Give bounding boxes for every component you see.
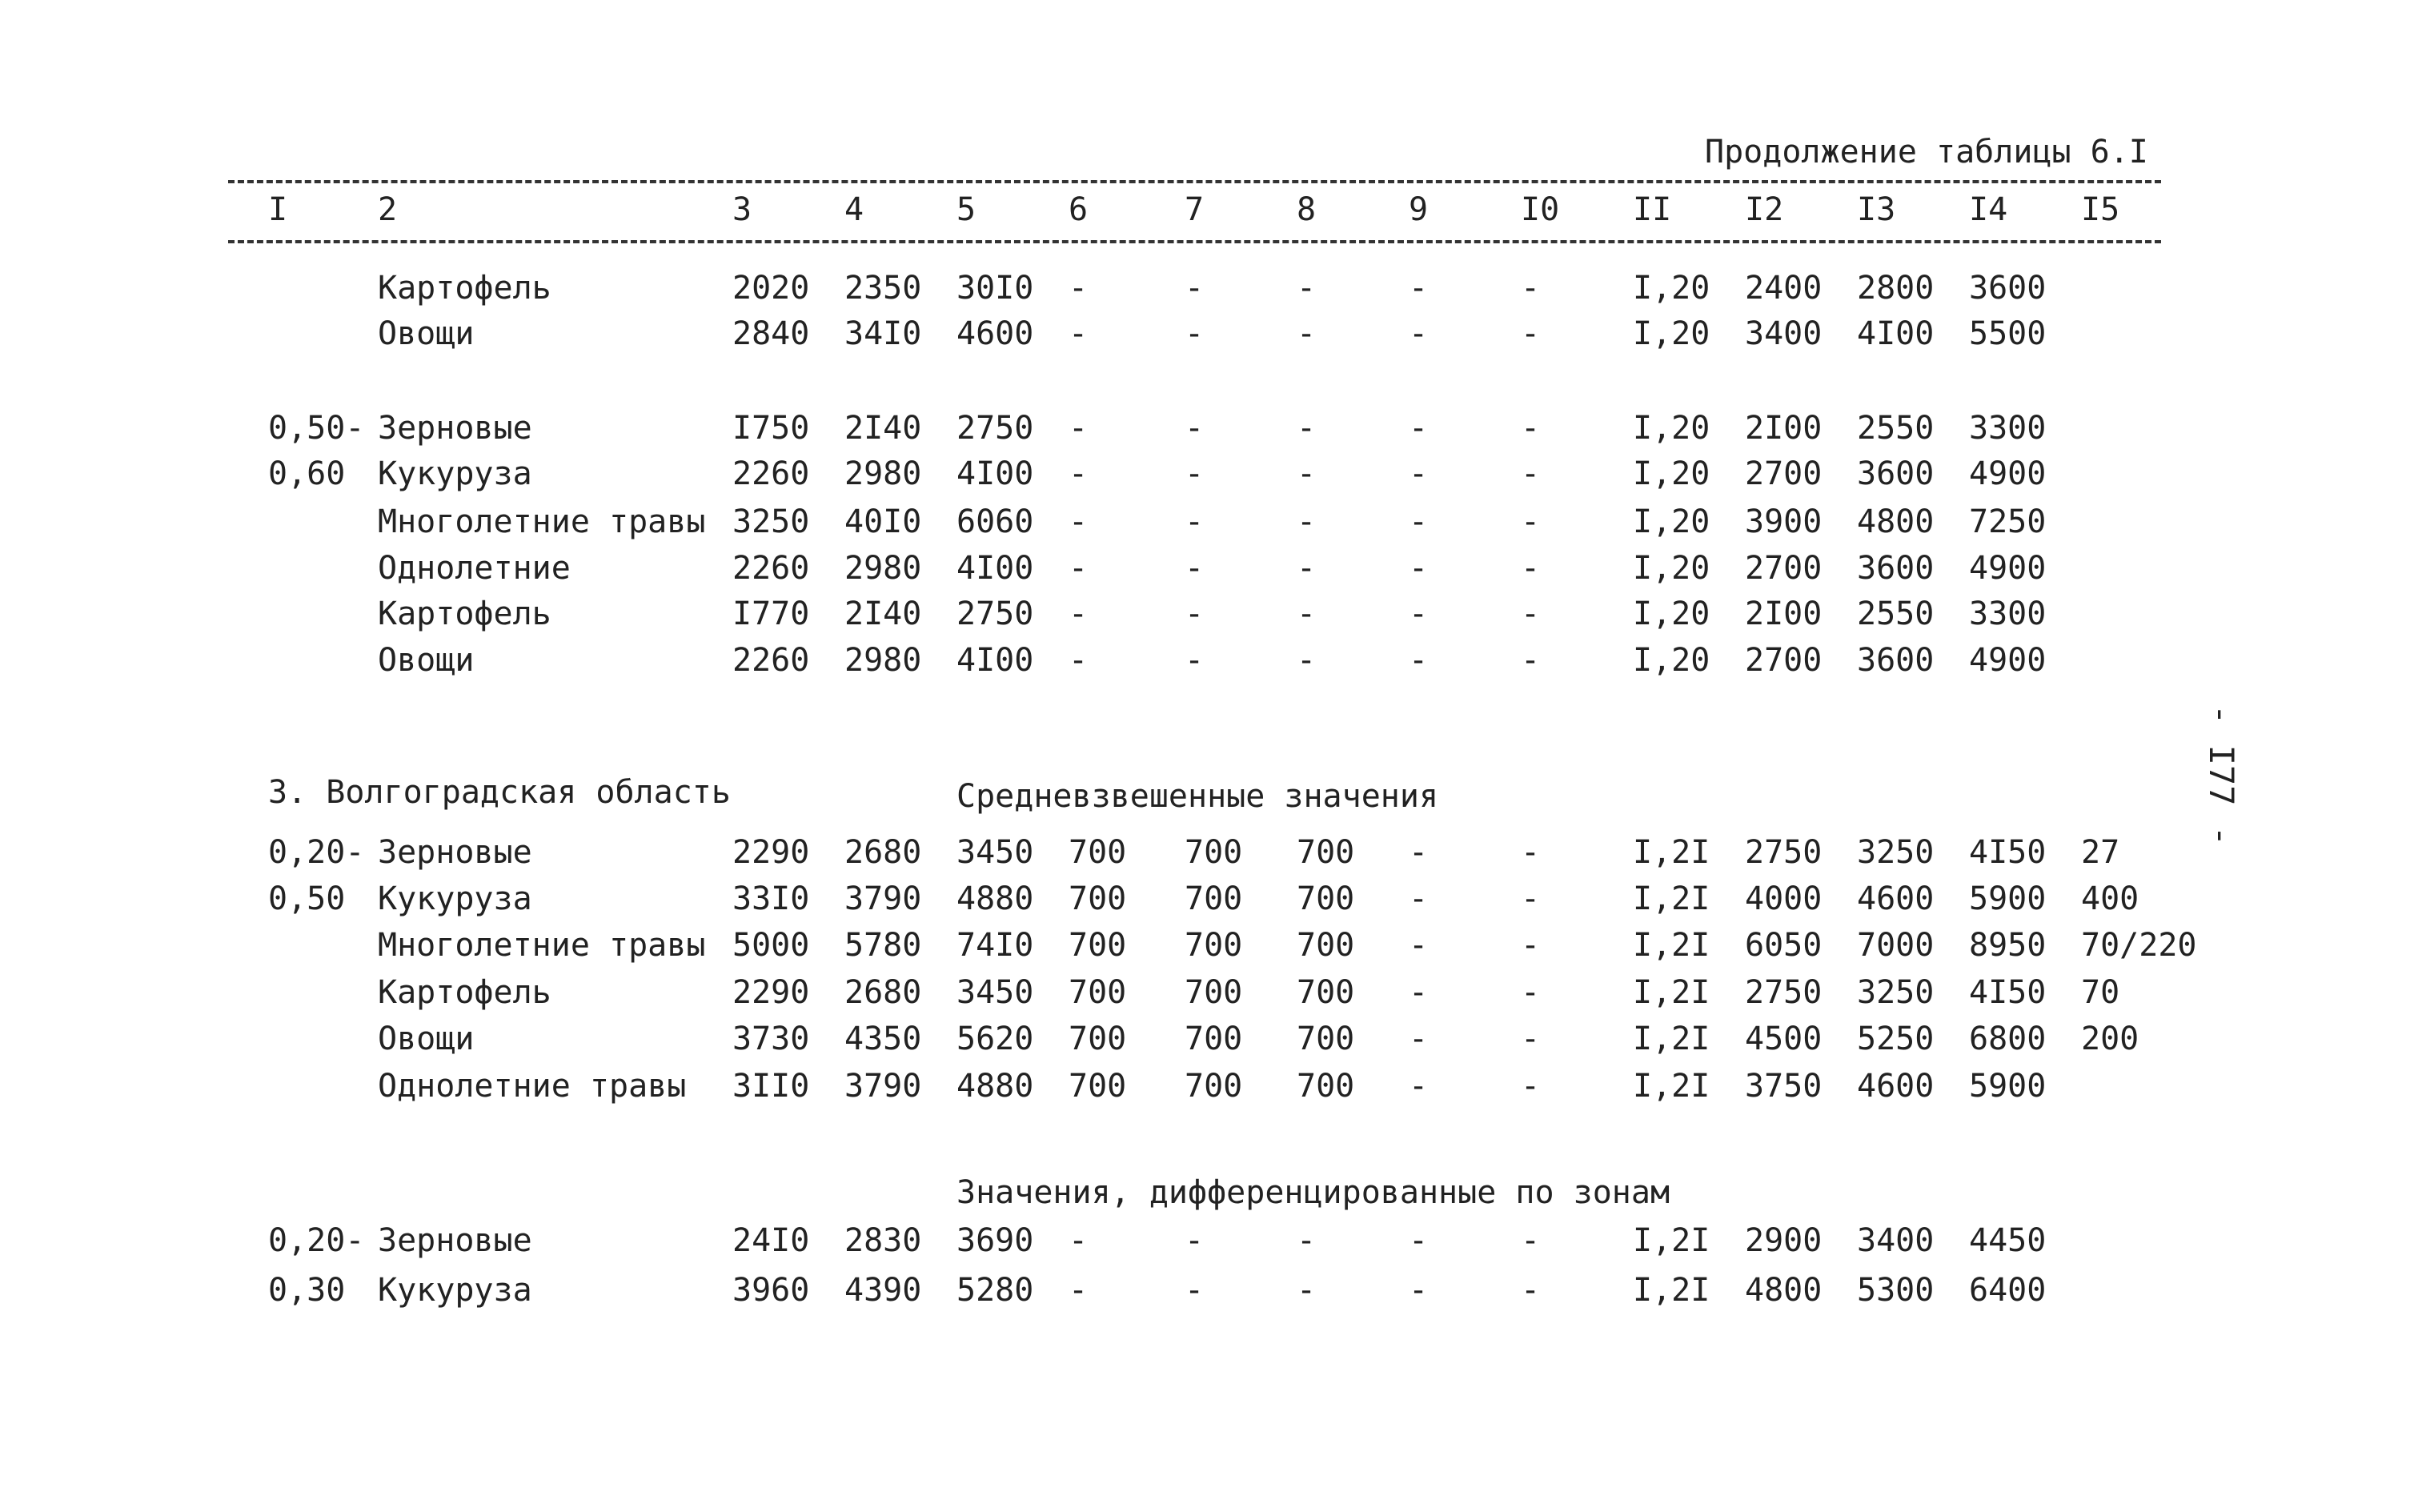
cell-col-11: I,2I [1633, 1068, 1710, 1105]
cell-col-9: - [1409, 974, 1429, 1011]
depth-range: 0,30 [268, 1272, 346, 1309]
region-title: 3. Волгоградская область [268, 774, 731, 811]
cell-col-10: - [1521, 1021, 1541, 1057]
cell-col-5: 4880 [956, 1068, 1034, 1105]
cell-col-8: 700 [1297, 834, 1355, 871]
cell-col-7: - [1185, 550, 1205, 587]
cell-col-4: 2830 [844, 1222, 922, 1259]
cell-col-7: - [1185, 503, 1205, 540]
crop-name: Картофель [378, 596, 551, 632]
cell-col-8: - [1297, 503, 1317, 540]
cell-col-14: 4450 [1969, 1222, 2047, 1259]
crop-name: Картофель [378, 974, 551, 1011]
cell-col-5: 2750 [956, 410, 1034, 447]
crop-name: Многолетние травы [378, 503, 706, 540]
cell-col-11: I,20 [1633, 410, 1710, 447]
cell-col-7: 700 [1185, 1068, 1243, 1105]
cell-col-4: 34I0 [844, 315, 922, 352]
header-col-1: I [268, 191, 288, 228]
cell-col-12: 2750 [1745, 834, 1823, 871]
cell-col-4: 5780 [844, 927, 922, 964]
cell-col-7: - [1185, 455, 1205, 492]
cell-col-11: I,20 [1633, 315, 1710, 352]
cell-col-5: 30I0 [956, 270, 1034, 307]
cell-col-12: 2700 [1745, 642, 1823, 679]
cell-col-3: 2290 [732, 974, 810, 1011]
cell-col-5: 4880 [956, 880, 1034, 917]
cell-col-12: 2700 [1745, 455, 1823, 492]
cell-col-6: 700 [1069, 1068, 1127, 1105]
cell-col-14: 3300 [1969, 410, 2047, 447]
cell-col-5: 74I0 [956, 927, 1034, 964]
header-rule-bottom [228, 240, 2161, 243]
cell-col-11: I,20 [1633, 503, 1710, 540]
cell-col-9: - [1409, 596, 1429, 632]
cell-col-10: - [1521, 1272, 1541, 1309]
cell-col-12: 4800 [1745, 1272, 1823, 1309]
cell-col-12: 4500 [1745, 1021, 1823, 1057]
cell-col-13: 4600 [1857, 1068, 1935, 1105]
cell-col-14: 4I50 [1969, 834, 2047, 871]
crop-name: Овощи [378, 315, 475, 352]
cell-col-7: 700 [1185, 880, 1243, 917]
cell-col-4: 2I40 [844, 596, 922, 632]
cell-col-11: I,20 [1633, 550, 1710, 587]
cell-col-3: 3730 [732, 1021, 810, 1057]
cell-col-9: - [1409, 1272, 1429, 1309]
cell-col-5: 2750 [956, 596, 1034, 632]
cell-col-4: 2350 [844, 270, 922, 307]
cell-col-9: - [1409, 880, 1429, 917]
subheading-zones: Значения, дифференцированные по зонам [956, 1174, 1670, 1211]
subheading-weighted: Средневзвешенные значения [956, 778, 1439, 815]
cell-col-5: 5280 [956, 1272, 1034, 1309]
cell-col-5: 5620 [956, 1021, 1034, 1057]
cell-col-6: - [1069, 455, 1089, 492]
header-col-13: I3 [1857, 191, 1896, 228]
header-col-5: 5 [956, 191, 976, 228]
cell-col-6: 700 [1069, 974, 1127, 1011]
cell-col-12: 2700 [1745, 550, 1823, 587]
cell-col-11: I,2I [1633, 1272, 1710, 1309]
cell-col-13: 3600 [1857, 550, 1935, 587]
header-col-10: I0 [1521, 191, 1560, 228]
header-col-8: 8 [1297, 191, 1317, 228]
cell-col-10: - [1521, 315, 1541, 352]
cell-col-10: - [1521, 596, 1541, 632]
cell-col-12: 2I00 [1745, 410, 1823, 447]
crop-name: Многолетние травы [378, 927, 706, 964]
cell-col-13: 2800 [1857, 270, 1935, 307]
cell-col-8: - [1297, 1222, 1317, 1259]
cell-col-11: I,2I [1633, 927, 1710, 964]
cell-col-5: 4I00 [956, 550, 1034, 587]
cell-col-12: 2900 [1745, 1222, 1823, 1259]
cell-col-4: 2680 [844, 834, 922, 871]
cell-col-14: 7250 [1969, 503, 2047, 540]
crop-name: Овощи [378, 642, 475, 679]
cell-col-12: 2750 [1745, 974, 1823, 1011]
header-col-3: 3 [732, 191, 752, 228]
cell-col-8: 700 [1297, 927, 1355, 964]
cell-col-15: 70/220 [2081, 927, 2197, 964]
crop-name: Однолетние травы [378, 1068, 687, 1105]
cell-col-8: 700 [1297, 1021, 1355, 1057]
cell-col-5: 3690 [956, 1222, 1034, 1259]
cell-col-13: 4600 [1857, 880, 1935, 917]
cell-col-14: 3300 [1969, 596, 2047, 632]
cell-col-4: 2980 [844, 550, 922, 587]
cell-col-7: 700 [1185, 927, 1243, 964]
cell-col-7: 700 [1185, 974, 1243, 1011]
cell-col-6: - [1069, 1222, 1089, 1259]
cell-col-7: - [1185, 315, 1205, 352]
cell-col-10: - [1521, 880, 1541, 917]
cell-col-13: 5300 [1857, 1272, 1935, 1309]
header-col-2: 2 [378, 191, 398, 228]
cell-col-8: - [1297, 315, 1317, 352]
cell-col-10: - [1521, 503, 1541, 540]
cell-col-6: - [1069, 550, 1089, 587]
cell-col-4: 3790 [844, 1068, 922, 1105]
cell-col-12: 4000 [1745, 880, 1823, 917]
cell-col-7: - [1185, 642, 1205, 679]
cell-col-14: 6800 [1969, 1021, 2047, 1057]
header-rule-top [228, 180, 2161, 183]
cell-col-9: - [1409, 503, 1429, 540]
cell-col-5: 4I00 [956, 642, 1034, 679]
cell-col-6: - [1069, 596, 1089, 632]
cell-col-7: 700 [1185, 1021, 1243, 1057]
cell-col-14: 6400 [1969, 1272, 2047, 1309]
crop-name: Овощи [378, 1021, 475, 1057]
cell-col-3: 5000 [732, 927, 810, 964]
cell-col-11: I,20 [1633, 596, 1710, 632]
cell-col-9: - [1409, 927, 1429, 964]
cell-col-11: I,2I [1633, 1222, 1710, 1259]
crop-name: Кукуруза [378, 455, 532, 492]
header-col-12: I2 [1745, 191, 1784, 228]
cell-col-3: 2260 [732, 455, 810, 492]
cell-col-13: 3250 [1857, 974, 1935, 1011]
cell-col-8: 700 [1297, 1068, 1355, 1105]
cell-col-10: - [1521, 270, 1541, 307]
cell-col-3: 2260 [732, 642, 810, 679]
page-number: - I77 - [2202, 704, 2241, 847]
cell-col-13: 2550 [1857, 410, 1935, 447]
cell-col-4: 2980 [844, 455, 922, 492]
header-col-9: 9 [1409, 191, 1429, 228]
cell-col-4: 3790 [844, 880, 922, 917]
cell-col-12: 3750 [1745, 1068, 1823, 1105]
cell-col-6: 700 [1069, 927, 1127, 964]
cell-col-3: I750 [732, 410, 810, 447]
header-col-7: 7 [1185, 191, 1205, 228]
cell-col-3: 3960 [732, 1272, 810, 1309]
cell-col-13: 4I00 [1857, 315, 1935, 352]
cell-col-7: - [1185, 270, 1205, 307]
cell-col-7: - [1185, 1222, 1205, 1259]
cell-col-10: - [1521, 834, 1541, 871]
cell-col-10: - [1521, 1222, 1541, 1259]
header-col-11: II [1633, 191, 1672, 228]
cell-col-4: 40I0 [844, 503, 922, 540]
crop-name: Однолетние [378, 550, 571, 587]
cell-col-13: 2550 [1857, 596, 1935, 632]
cell-col-7: - [1185, 410, 1205, 447]
cell-col-9: - [1409, 410, 1429, 447]
cell-col-13: 3600 [1857, 642, 1935, 679]
cell-col-12: 6050 [1745, 927, 1823, 964]
cell-col-6: - [1069, 270, 1089, 307]
cell-col-9: - [1409, 550, 1429, 587]
cell-col-9: - [1409, 315, 1429, 352]
cell-col-11: I,20 [1633, 642, 1710, 679]
cell-col-13: 3250 [1857, 834, 1935, 871]
cell-col-9: - [1409, 455, 1429, 492]
crop-name: Зерновые [378, 834, 532, 871]
cell-col-15: 200 [2081, 1021, 2139, 1057]
cell-col-12: 3900 [1745, 503, 1823, 540]
cell-col-9: - [1409, 642, 1429, 679]
cell-col-10: - [1521, 410, 1541, 447]
depth-range: 0,50 [268, 880, 346, 917]
cell-col-4: 2980 [844, 642, 922, 679]
header-col-4: 4 [844, 191, 864, 228]
cell-col-6: 700 [1069, 880, 1127, 917]
cell-col-5: 6060 [956, 503, 1034, 540]
cell-col-4: 4390 [844, 1272, 922, 1309]
cell-col-3: 2260 [732, 550, 810, 587]
cell-col-6: - [1069, 410, 1089, 447]
cell-col-10: - [1521, 1068, 1541, 1105]
cell-col-9: - [1409, 834, 1429, 871]
header-col-15: I5 [2081, 191, 2120, 228]
cell-col-7: 700 [1185, 834, 1243, 871]
cell-col-4: 2I40 [844, 410, 922, 447]
crop-name: Картофель [378, 270, 551, 307]
cell-col-8: - [1297, 642, 1317, 679]
cell-col-3: 2840 [732, 315, 810, 352]
cell-col-4: 2680 [844, 974, 922, 1011]
cell-col-8: - [1297, 455, 1317, 492]
cell-col-8: - [1297, 596, 1317, 632]
cell-col-15: 27 [2081, 834, 2120, 871]
cell-col-4: 4350 [844, 1021, 922, 1057]
cell-col-10: - [1521, 974, 1541, 1011]
crop-name: Зерновые [378, 1222, 532, 1259]
cell-col-10: - [1521, 455, 1541, 492]
cell-col-13: 3600 [1857, 455, 1935, 492]
cell-col-15: 70 [2081, 974, 2120, 1011]
cell-col-3: 3250 [732, 503, 810, 540]
depth-range: 0,60 [268, 455, 346, 492]
header-col-6: 6 [1069, 191, 1089, 228]
cell-col-12: 2I00 [1745, 596, 1823, 632]
cell-col-6: - [1069, 642, 1089, 679]
cell-col-9: - [1409, 270, 1429, 307]
cell-col-8: - [1297, 410, 1317, 447]
cell-col-6: 700 [1069, 1021, 1127, 1057]
cell-col-5: 4I00 [956, 455, 1034, 492]
cell-col-15: 400 [2081, 880, 2139, 917]
cell-col-14: 4900 [1969, 550, 2047, 587]
cell-col-14: 5900 [1969, 1068, 2047, 1105]
cell-col-6: 700 [1069, 834, 1127, 871]
cell-col-12: 2400 [1745, 270, 1823, 307]
cell-col-14: 5900 [1969, 880, 2047, 917]
depth-range: 0,20- [268, 834, 365, 871]
cell-col-3: 24I0 [732, 1222, 810, 1259]
cell-col-13: 3400 [1857, 1222, 1935, 1259]
cell-col-5: 3450 [956, 834, 1034, 871]
cell-col-5: 3450 [956, 974, 1034, 1011]
cell-col-6: - [1069, 315, 1089, 352]
crop-name: Кукуруза [378, 1272, 532, 1309]
cell-col-14: 4I50 [1969, 974, 2047, 1011]
crop-name: Кукуруза [378, 880, 532, 917]
depth-range: 0,50- [268, 410, 365, 447]
cell-col-11: I,2I [1633, 880, 1710, 917]
cell-col-9: - [1409, 1068, 1429, 1105]
cell-col-9: - [1409, 1021, 1429, 1057]
cell-col-14: 4900 [1969, 455, 2047, 492]
cell-col-13: 7000 [1857, 927, 1935, 964]
cell-col-8: - [1297, 1272, 1317, 1309]
cell-col-7: - [1185, 596, 1205, 632]
cell-col-11: I,2I [1633, 1021, 1710, 1057]
cell-col-10: - [1521, 642, 1541, 679]
cell-col-6: - [1069, 503, 1089, 540]
cell-col-8: - [1297, 270, 1317, 307]
cell-col-3: 2290 [732, 834, 810, 871]
cell-col-3: I770 [732, 596, 810, 632]
cell-col-8: 700 [1297, 880, 1355, 917]
cell-col-11: I,2I [1633, 834, 1710, 871]
cell-col-5: 4600 [956, 315, 1034, 352]
table-caption: Продолжение таблицы 6.I [1705, 134, 2148, 170]
cell-col-3: 2020 [732, 270, 810, 307]
cell-col-13: 4800 [1857, 503, 1935, 540]
cell-col-9: - [1409, 1222, 1429, 1259]
crop-name: Зерновые [378, 410, 532, 447]
cell-col-11: I,2I [1633, 974, 1710, 1011]
cell-col-10: - [1521, 550, 1541, 587]
cell-col-3: 33I0 [732, 880, 810, 917]
cell-col-3: 3II0 [732, 1068, 810, 1105]
cell-col-8: 700 [1297, 974, 1355, 1011]
cell-col-13: 5250 [1857, 1021, 1935, 1057]
cell-col-14: 4900 [1969, 642, 2047, 679]
cell-col-12: 3400 [1745, 315, 1823, 352]
header-col-14: I4 [1969, 191, 2008, 228]
cell-col-10: - [1521, 927, 1541, 964]
cell-col-14: 5500 [1969, 315, 2047, 352]
depth-range: 0,20- [268, 1222, 365, 1259]
cell-col-7: - [1185, 1272, 1205, 1309]
cell-col-11: I,20 [1633, 270, 1710, 307]
cell-col-6: - [1069, 1272, 1089, 1309]
cell-col-14: 3600 [1969, 270, 2047, 307]
cell-col-8: - [1297, 550, 1317, 587]
cell-col-11: I,20 [1633, 455, 1710, 492]
cell-col-14: 8950 [1969, 927, 2047, 964]
